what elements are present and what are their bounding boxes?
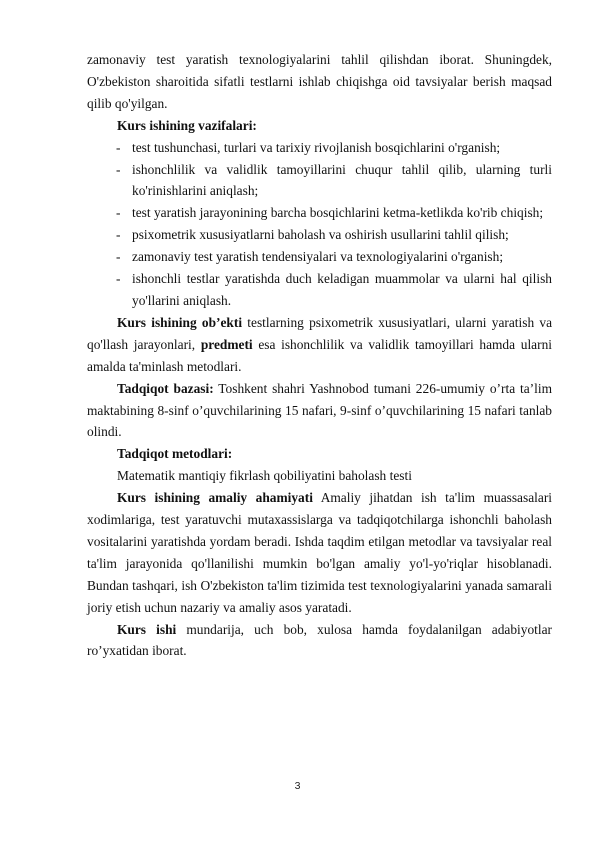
list-item-text: ishonchli testlar yaratishda duch keladigan muammolar va ularni hal qilish yo'llarini aniqlash. — [132, 271, 552, 308]
structure-paragraph — [87, 619, 552, 663]
methods-heading: Tadqiqot metodlari: — [117, 446, 233, 462]
list-item — [87, 202, 552, 224]
dash-marker: - — [116, 205, 121, 221]
structure-text: mundarija, uch bob, xulosa hamda foydalanilgan adabiyotlar ro’yxatidan iborat. — [87, 621, 552, 659]
dash-marker: - — [116, 271, 121, 287]
page-content — [87, 49, 552, 662]
object-label: Kurs ishining ob’ekti — [117, 314, 243, 330]
dash-marker: - — [116, 139, 121, 155]
list-item — [87, 246, 552, 268]
dash-marker: - — [116, 249, 121, 265]
object-paragraph — [87, 312, 552, 378]
list-item-text: test tushunchasi, turlari va tarixiy rivojlanish bosqichlarini o'rganish; — [132, 139, 501, 155]
subject-text: esa ishonchlilik va validlik tamoyillari hamda ularni amalda ta'minlash metodlari. — [87, 336, 552, 374]
dash-marker: - — [116, 227, 121, 243]
object-text: testlarning psixometrik xususiyatlari, ularni yaratish va qo'llash jarayonlari, — [87, 314, 553, 352]
subject-label: predmeti — [200, 336, 253, 352]
practical-label: Kurs ishining amaliy ahamiyati — [117, 490, 313, 506]
list-item-text: psixometrik xususiyatlarni baholash va oshirish usullarini tahlil qilish; — [132, 227, 509, 243]
methods-text: Matematik mantiqiy fikrlash qobiliyatini baholash testi — [117, 468, 412, 484]
list-item-text: test yaratish jarayonining barcha bosqichlarini ketma-ketlikda ko'rib chiqish; — [132, 205, 544, 221]
tasks-list — [87, 137, 552, 312]
practical-paragraph — [87, 487, 552, 618]
list-item — [87, 137, 552, 159]
page-number: 3 — [294, 780, 301, 792]
tasks-heading: Kurs ishining vazifalari: — [117, 117, 257, 133]
base-paragraph — [87, 378, 552, 444]
base-label: Tadqiqot bazasi: — [117, 380, 214, 396]
list-item — [87, 268, 552, 312]
list-item-text: ishonchlilik va validlik tamoyillarini chuqur tahlil qilib, ularning turli ko'rinishlarini aniqlash; — [132, 161, 552, 199]
list-item-text: zamonaviy test yaratish tendensiyalari va texnologiyalarini o'rganish; — [132, 249, 504, 265]
list-item — [87, 159, 552, 203]
intro-paragraph: zamonaviy test yaratish texnologiyalarini tahlil qilishdan iborat. Shuningdek, O'zbekiston sharoitida sifatli testlarni ishlab chiqishga oid tavsiyalar berish maqsad qilib qo'yilgan. — [87, 52, 552, 111]
base-text: Toshkent shahri Yashnobod tumani 226-umumiy o’rta ta’lim maktabining 8-sinf o’quvchilarining 15 nafari, 9-sinf o’quvchilarining 15 nafari tanlab olindi. — [87, 380, 552, 440]
dash-marker: - — [116, 161, 121, 177]
list-item — [87, 224, 552, 246]
practical-text: Amaliy jihatdan ish ta'lim muassasalari xodimlariga, test yaratuvchi mutaxassislarga va tadqiqotchilarga ishonchli baholash vositalarini yaratishda yordam beradi. Ishda taqdim etilgan metodlar va tavsiyalar real ta'lim jarayonida qo'llanilishi mumkin bo'lgan amaliy yo'l-yo'riqlar hisoblanadi. Bundan tashqari, ish O'zbekiston ta'lim tizimida test texnologiyalarini yanada samarali joriy etish uchun nazariy va amaliy asos yaratadi. — [87, 490, 552, 615]
structure-label: Kurs ishi — [117, 621, 177, 637]
